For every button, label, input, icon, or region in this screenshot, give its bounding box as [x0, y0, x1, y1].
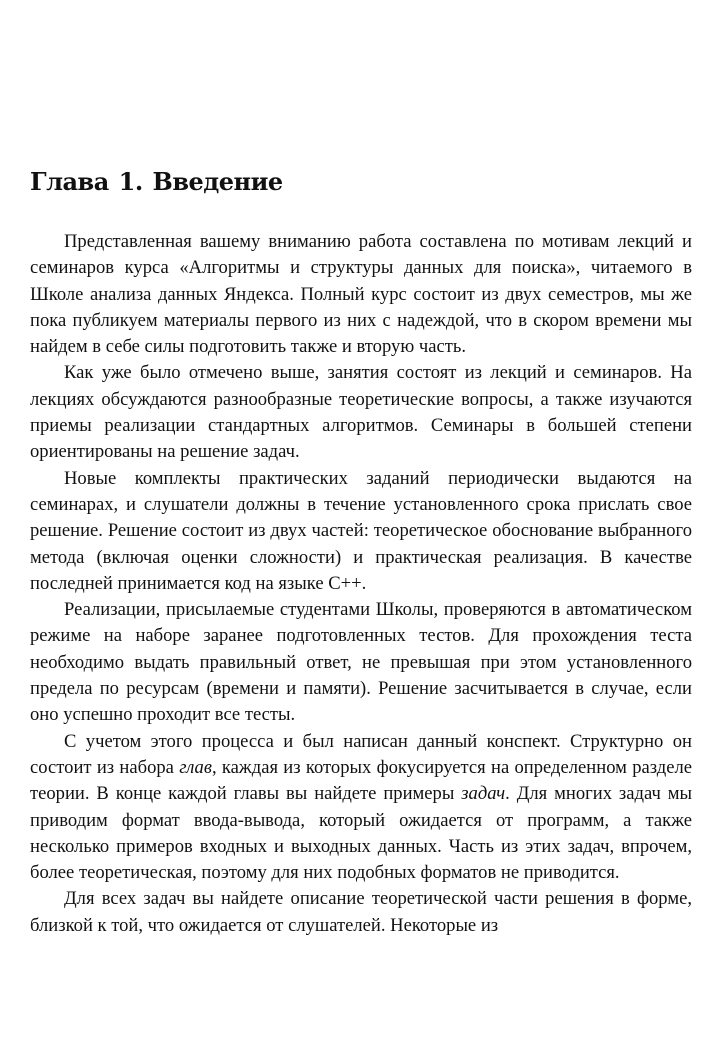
paragraph-assignments: [30, 466, 692, 597]
paragraph-text: Для всех задач вы найдете описание теоретической части решения в форме, близкой к той, что ожидается от слушателей. Некоторые из: [30, 888, 692, 936]
paragraph-intro: [30, 229, 692, 360]
paragraph-text: Новые комплекты практических заданий периодически выдаются на семинарах, и слушатели должны в течение установленного срока прислать свое решение. Решение состоит из двух частей: теоретическое обоснование выбранного метода (включая оценки сложности) и практическая реализация. В качестве последней принимается код на языке C++.: [30, 467, 692, 594]
document-page: [30, 0, 692, 939]
paragraph-text: Реализации, присылаемые студентами Школы, проверяются в автоматическом режиме на наборе заранее подготовленных тестов. Для прохождения теста необходимо выдать правильный ответ, не превышая при этом установленного предела по ресурсам (времени и памяти). Решение засчитывается в случае, если оно успешно проходит все тесты.: [30, 599, 692, 726]
paragraph-text: , каждая из которых фокусируется на определенном разделе теории. В конце каждой главы вы найдете примеры: [30, 756, 693, 805]
chapter-title: Глава 1. Введение: [30, 167, 283, 196]
paragraph-solutions: [30, 886, 692, 939]
paragraph-text: С учетом этого процесса и был написан данный конспект. Структурно он состоит из набора: [30, 730, 692, 778]
paragraph-text: . Для многих задач мы приводим формат ввода-вывода, который ожидается от программ, а также несколько примеров входных и выходных данных. Часть из этих задач, впрочем, более теоретическая, поэтому для них подобных форматов не приводится.: [30, 783, 692, 884]
paragraph-lectures: [30, 360, 692, 465]
paragraph-testing: [30, 597, 692, 728]
paragraph-text: Представленная вашему вниманию работа составлена по мотивам лекций и семинаров курса «Алгоритмы и структуры данных для поиска», читаемого в Школе анализа данных Яндекса. Полный курс состоит из двух семестров, мы же пока публикуем материалы первого из них с надеждой, что в скором времени мы найдем в себе силы подготовить также и вторую часть.: [30, 231, 692, 358]
emphasis-chapters: глав: [179, 756, 212, 778]
paragraph-text: Как уже было отмечено выше, занятия состоят из лекций и семинаров. На лекциях обсуждаются разнообразные теоретические вопросы, а также изучаются приемы реализации стандартных алгоритмов. Семинары в большей степени ориентированы на решение задач.: [30, 362, 692, 463]
paragraph-structure: [30, 729, 692, 887]
emphasis-problems: задач: [461, 783, 506, 805]
chapter-body: [30, 229, 692, 939]
